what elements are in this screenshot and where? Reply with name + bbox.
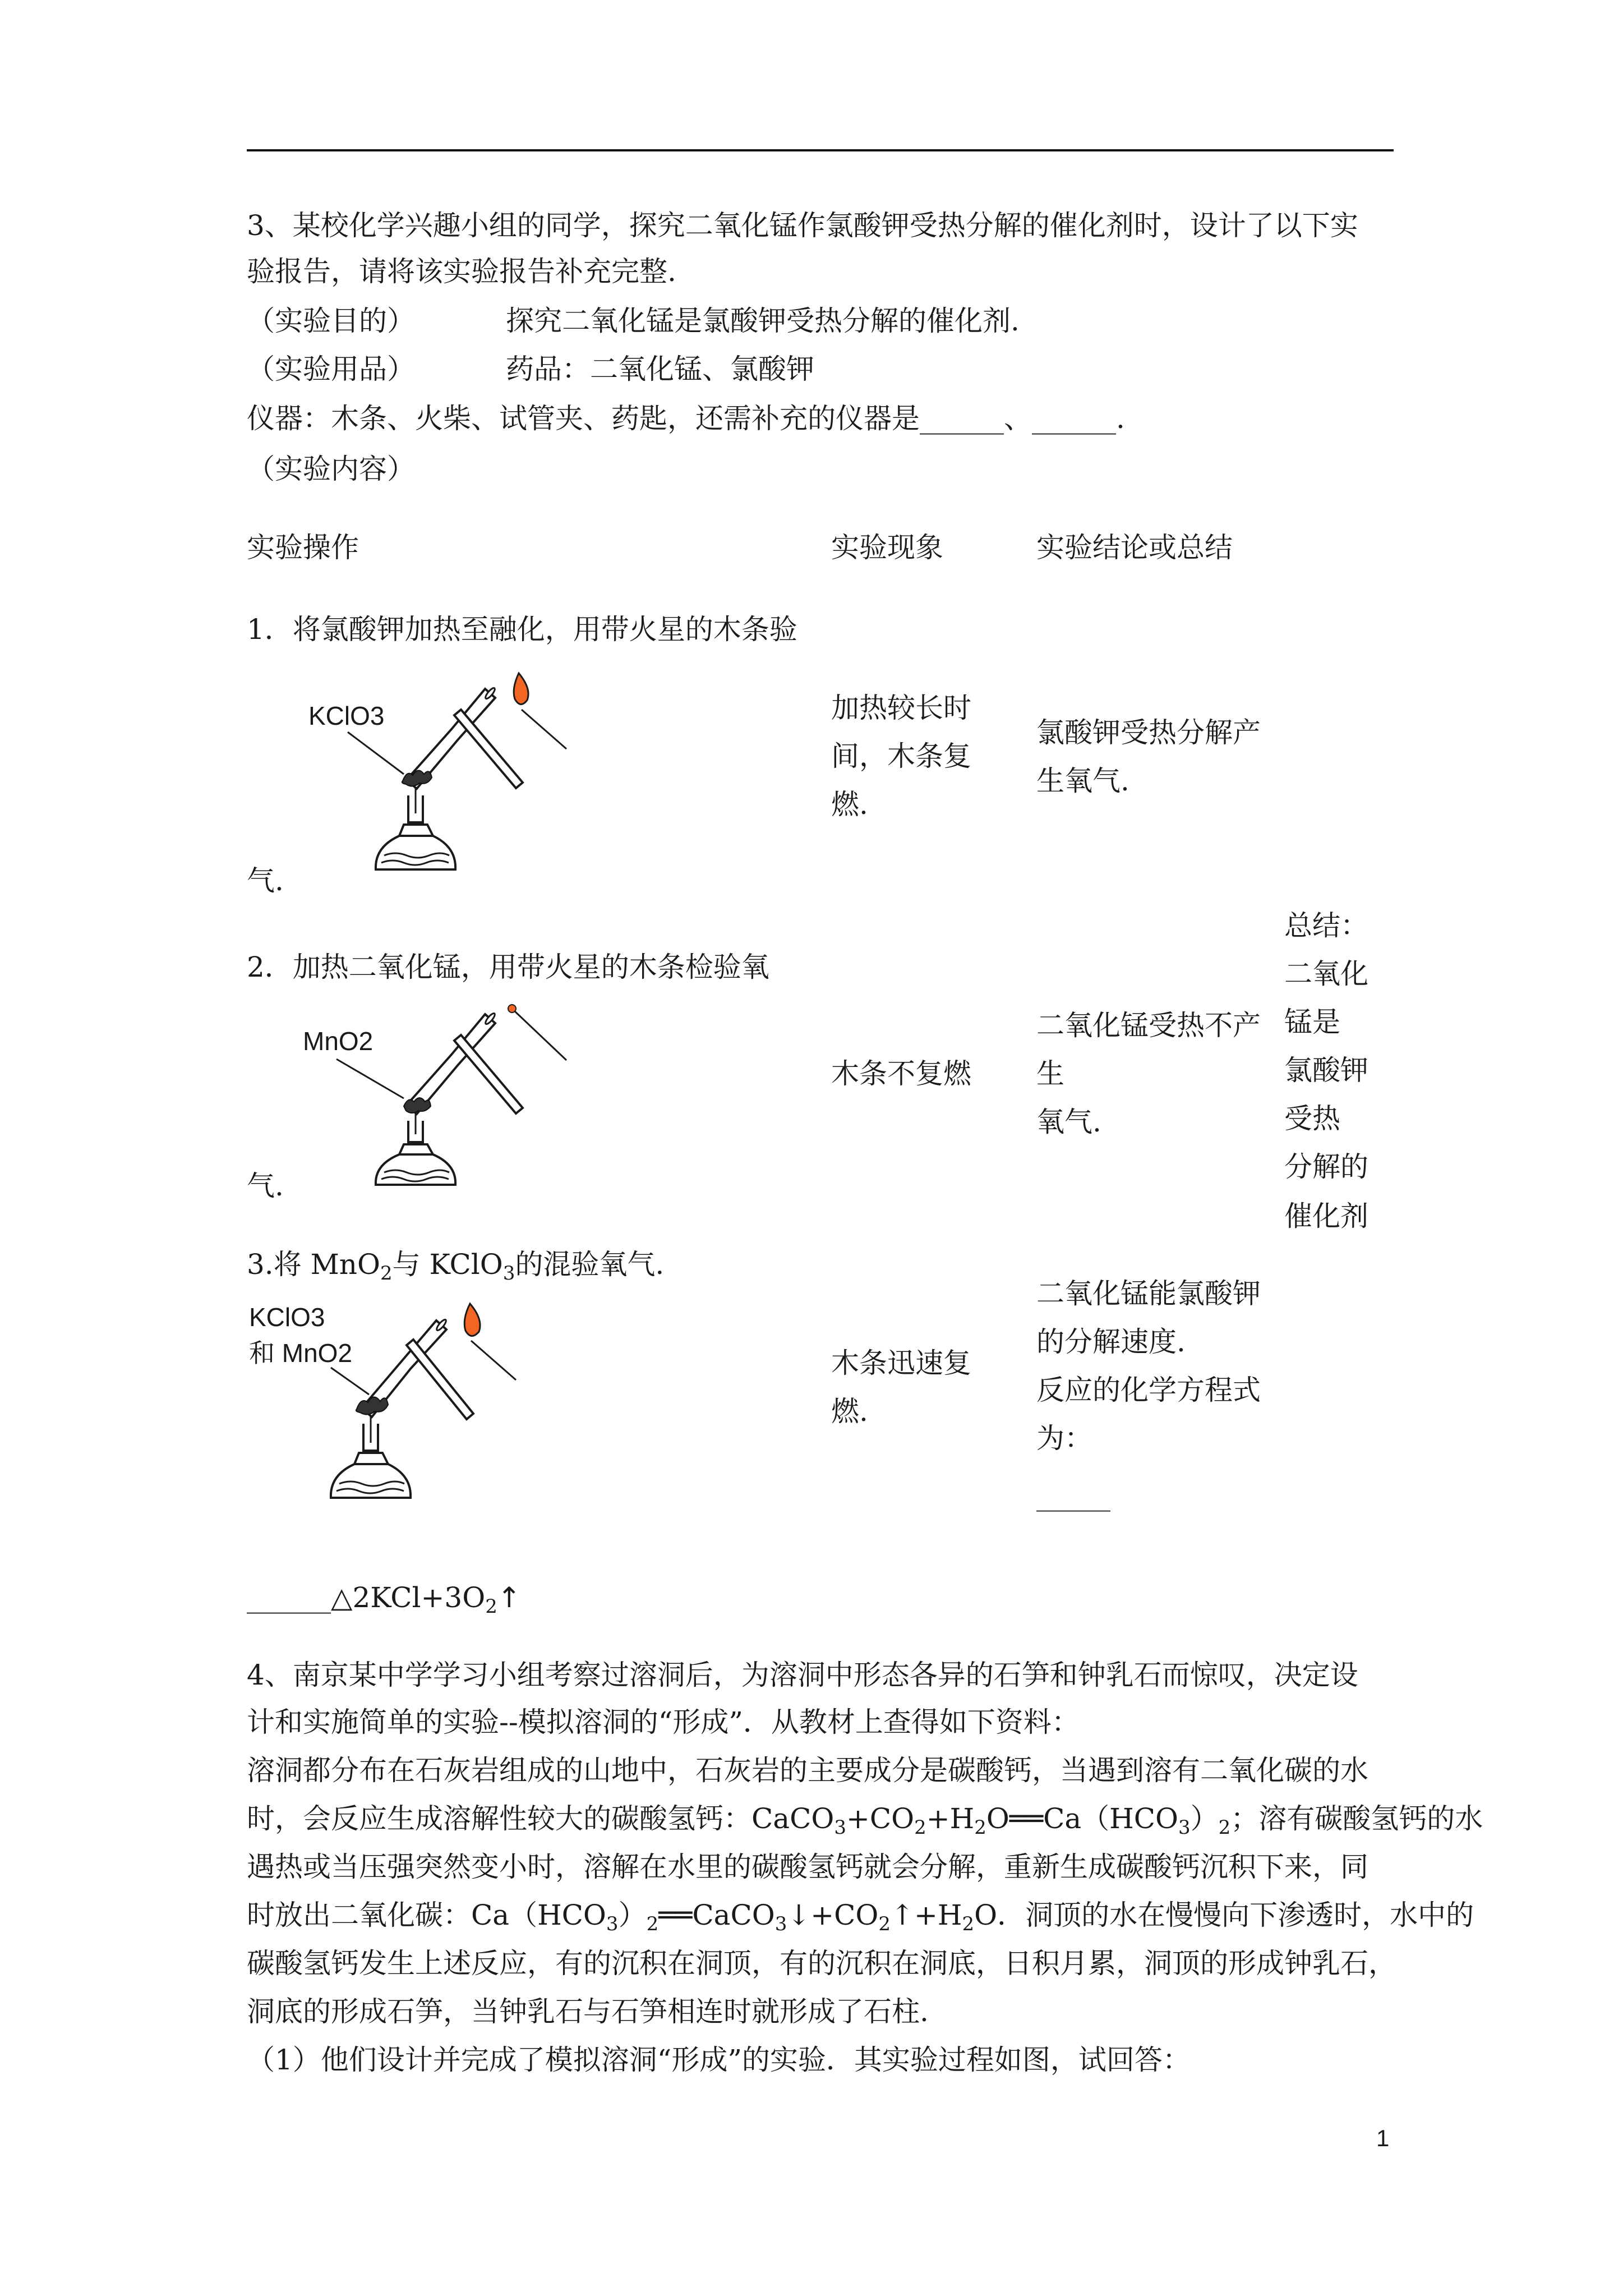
ember-icon (508, 1005, 516, 1013)
diagram1-label: KClO3 (308, 701, 385, 730)
content-label: （实验内容） (247, 453, 415, 485)
row3-conclusion-3: 反应的化学方程式 (1036, 1374, 1261, 1406)
header-conclusion: 实验结论或总结 (1036, 531, 1233, 564)
summary-line-1: 总结： (1284, 909, 1368, 942)
diagram3-label-1: KClO3 (249, 1303, 325, 1332)
apparatus-diagram-3 (247, 1296, 550, 1531)
row1-phenomenon-2: 间，木条复 (831, 740, 971, 772)
header-phenomenon: 实验现象 (831, 531, 943, 564)
apparatus-diagram-1 (292, 662, 583, 898)
row3-phenomenon-2: 燃. (831, 1395, 868, 1428)
test-tube-clamp (454, 1035, 523, 1114)
row3-phenomenon-1: 木条迅速复 (831, 1347, 971, 1379)
alcohol-lamp (331, 1416, 411, 1498)
q4-line9: （1）他们设计并完成了模拟溶洞“形成”的实验．其实验过程如图，试回答： (247, 2044, 1191, 2076)
row1-operation-tail: 气. (247, 864, 284, 897)
glowing-splint (514, 673, 566, 749)
splint (508, 1005, 566, 1060)
q4-line5: 遇热或当压强突然变小时，溶解在水里的碳酸氢钙就会分解，重新生成碳酸钙沉积下来，同 (247, 1851, 1368, 1883)
row1-operation: 1．将氯酸钾加热至融化，用带火星的木条验 (247, 613, 797, 646)
row2-phenomenon: 木条不复燃 (831, 1057, 971, 1090)
alcohol-lamp (376, 1114, 455, 1185)
reagent-solid (404, 1098, 431, 1113)
materials-text: 药品：二氧化锰、氯酸钾 (506, 353, 814, 385)
label-leader-line (331, 1368, 369, 1395)
q3-intro-line1: 3、某校化学兴趣小组的同学，探究二氧化锰作氯酸钾受热分解的催化剂时，设计了以下实 (247, 209, 1358, 242)
diagram3-label-2: 和 MnO2 (249, 1338, 353, 1368)
test-tube-clamp (454, 710, 523, 788)
row2-conclusion-1: 二氧化锰受热不产 (1036, 1009, 1261, 1042)
summary-line-4: 氯酸钾 (1284, 1054, 1368, 1087)
q4-line3: 溶洞都分布在石灰岩组成的山地中，石灰岩的主要成分是碳酸钙，当遇到溶有二氧化碳的水 (247, 1754, 1368, 1787)
reagent-solid (356, 1397, 388, 1414)
q4-line1: 4、南京某中学学习小组考察过溶洞后，为溶洞中形态各异的石笋和钟乳石而惊叹，决定设 (247, 1659, 1358, 1691)
row3-conclusion-1: 二氧化锰能氯酸钾 (1036, 1277, 1261, 1310)
diagram2-label: MnO2 (303, 1027, 374, 1056)
apparatus-diagram-2 (292, 987, 583, 1212)
row2-operation: 2．加热二氧化锰，用带火星的木条检验氧 (247, 951, 769, 983)
row3-answer-blank[interactable]: ______ (1036, 1483, 1110, 1512)
header-rule (247, 149, 1394, 151)
q4-line4: 时，会反应生成溶解性较大的碳酸氢钙：$CaCO_3+CO_2+H_2O══Ca(HCO_3)_2$；溶有碳酸氢钙的水 (247, 1802, 1483, 1839)
instruments-line: 仪器：木条、火柴、试管夹、药匙，还需补充的仪器是______、______. (247, 402, 1125, 435)
equation-line: $\_\_\_\_\_\_\triangle 2KCl+3O_2↑$ (247, 1581, 521, 1618)
row3-conclusion-4: 为： (1036, 1422, 1092, 1455)
flame-icon (464, 1304, 480, 1336)
row1-conclusion-1: 氯酸钾受热分解产 (1036, 716, 1261, 749)
row2-conclusion-2: 生 (1036, 1057, 1064, 1090)
label-leader-line (348, 732, 404, 774)
q4-line2: 计和实施简单的实验--模拟溶洞的“形成”．从教材上查得如下资料： (247, 1706, 1080, 1738)
summary-line-7: 催化剂 (1284, 1200, 1368, 1232)
reagent-solid (402, 770, 432, 786)
header-operation: 实验操作 (247, 531, 359, 564)
flame-icon (514, 673, 528, 705)
summary-line-2: 二氧化 (1284, 958, 1368, 990)
row2-conclusion-3: 氧气. (1036, 1106, 1101, 1138)
summary-line-3: 锰是 (1284, 1006, 1340, 1038)
row1-conclusion-2: 生氧气. (1036, 765, 1129, 797)
purpose-label: （实验目的） (247, 305, 415, 337)
q4-line8: 洞底的形成石笋，当钟乳石与石笋相连时就形成了石柱. (247, 1995, 929, 2028)
label-leader-line (336, 1059, 404, 1098)
alcohol-lamp (376, 788, 455, 869)
row1-phenomenon-3: 燃. (831, 788, 868, 821)
purpose-text: 探究二氧化锰是氯酸钾受热分解的催化剂. (506, 305, 1020, 337)
row1-phenomenon-1: 加热较长时 (831, 692, 971, 724)
test-tube-clamp (407, 1340, 473, 1419)
row2-operation-tail: 气. (247, 1170, 284, 1202)
summary-line-5: 受热 (1284, 1102, 1340, 1135)
page-number: 1 (1376, 2125, 1390, 2151)
q4-line6: 时放出二氧化碳：$Ca(HCO_3)_2══CaCO_3↓+CO_2↑+H_2O$．洞顶的水在慢慢向下渗透时，水中的 (247, 1899, 1474, 1935)
row3-conclusion-2: 的分解速度. (1036, 1326, 1186, 1358)
q4-line7: 碳酸氢钙发生上述反应，有的沉积在洞顶，有的沉积在洞底，日积月累，洞顶的形成钟乳石， (247, 1947, 1396, 1980)
row3-operation: 3.将 MnO$_2$与 KClO$_3$的混验氧气. (247, 1248, 665, 1285)
q3-intro-line2: 验报告，请将该实验报告补充完整. (247, 255, 676, 288)
burning-splint (464, 1304, 516, 1380)
summary-line-6: 分解的 (1284, 1151, 1368, 1183)
materials-label: （实验用品） (247, 353, 415, 385)
